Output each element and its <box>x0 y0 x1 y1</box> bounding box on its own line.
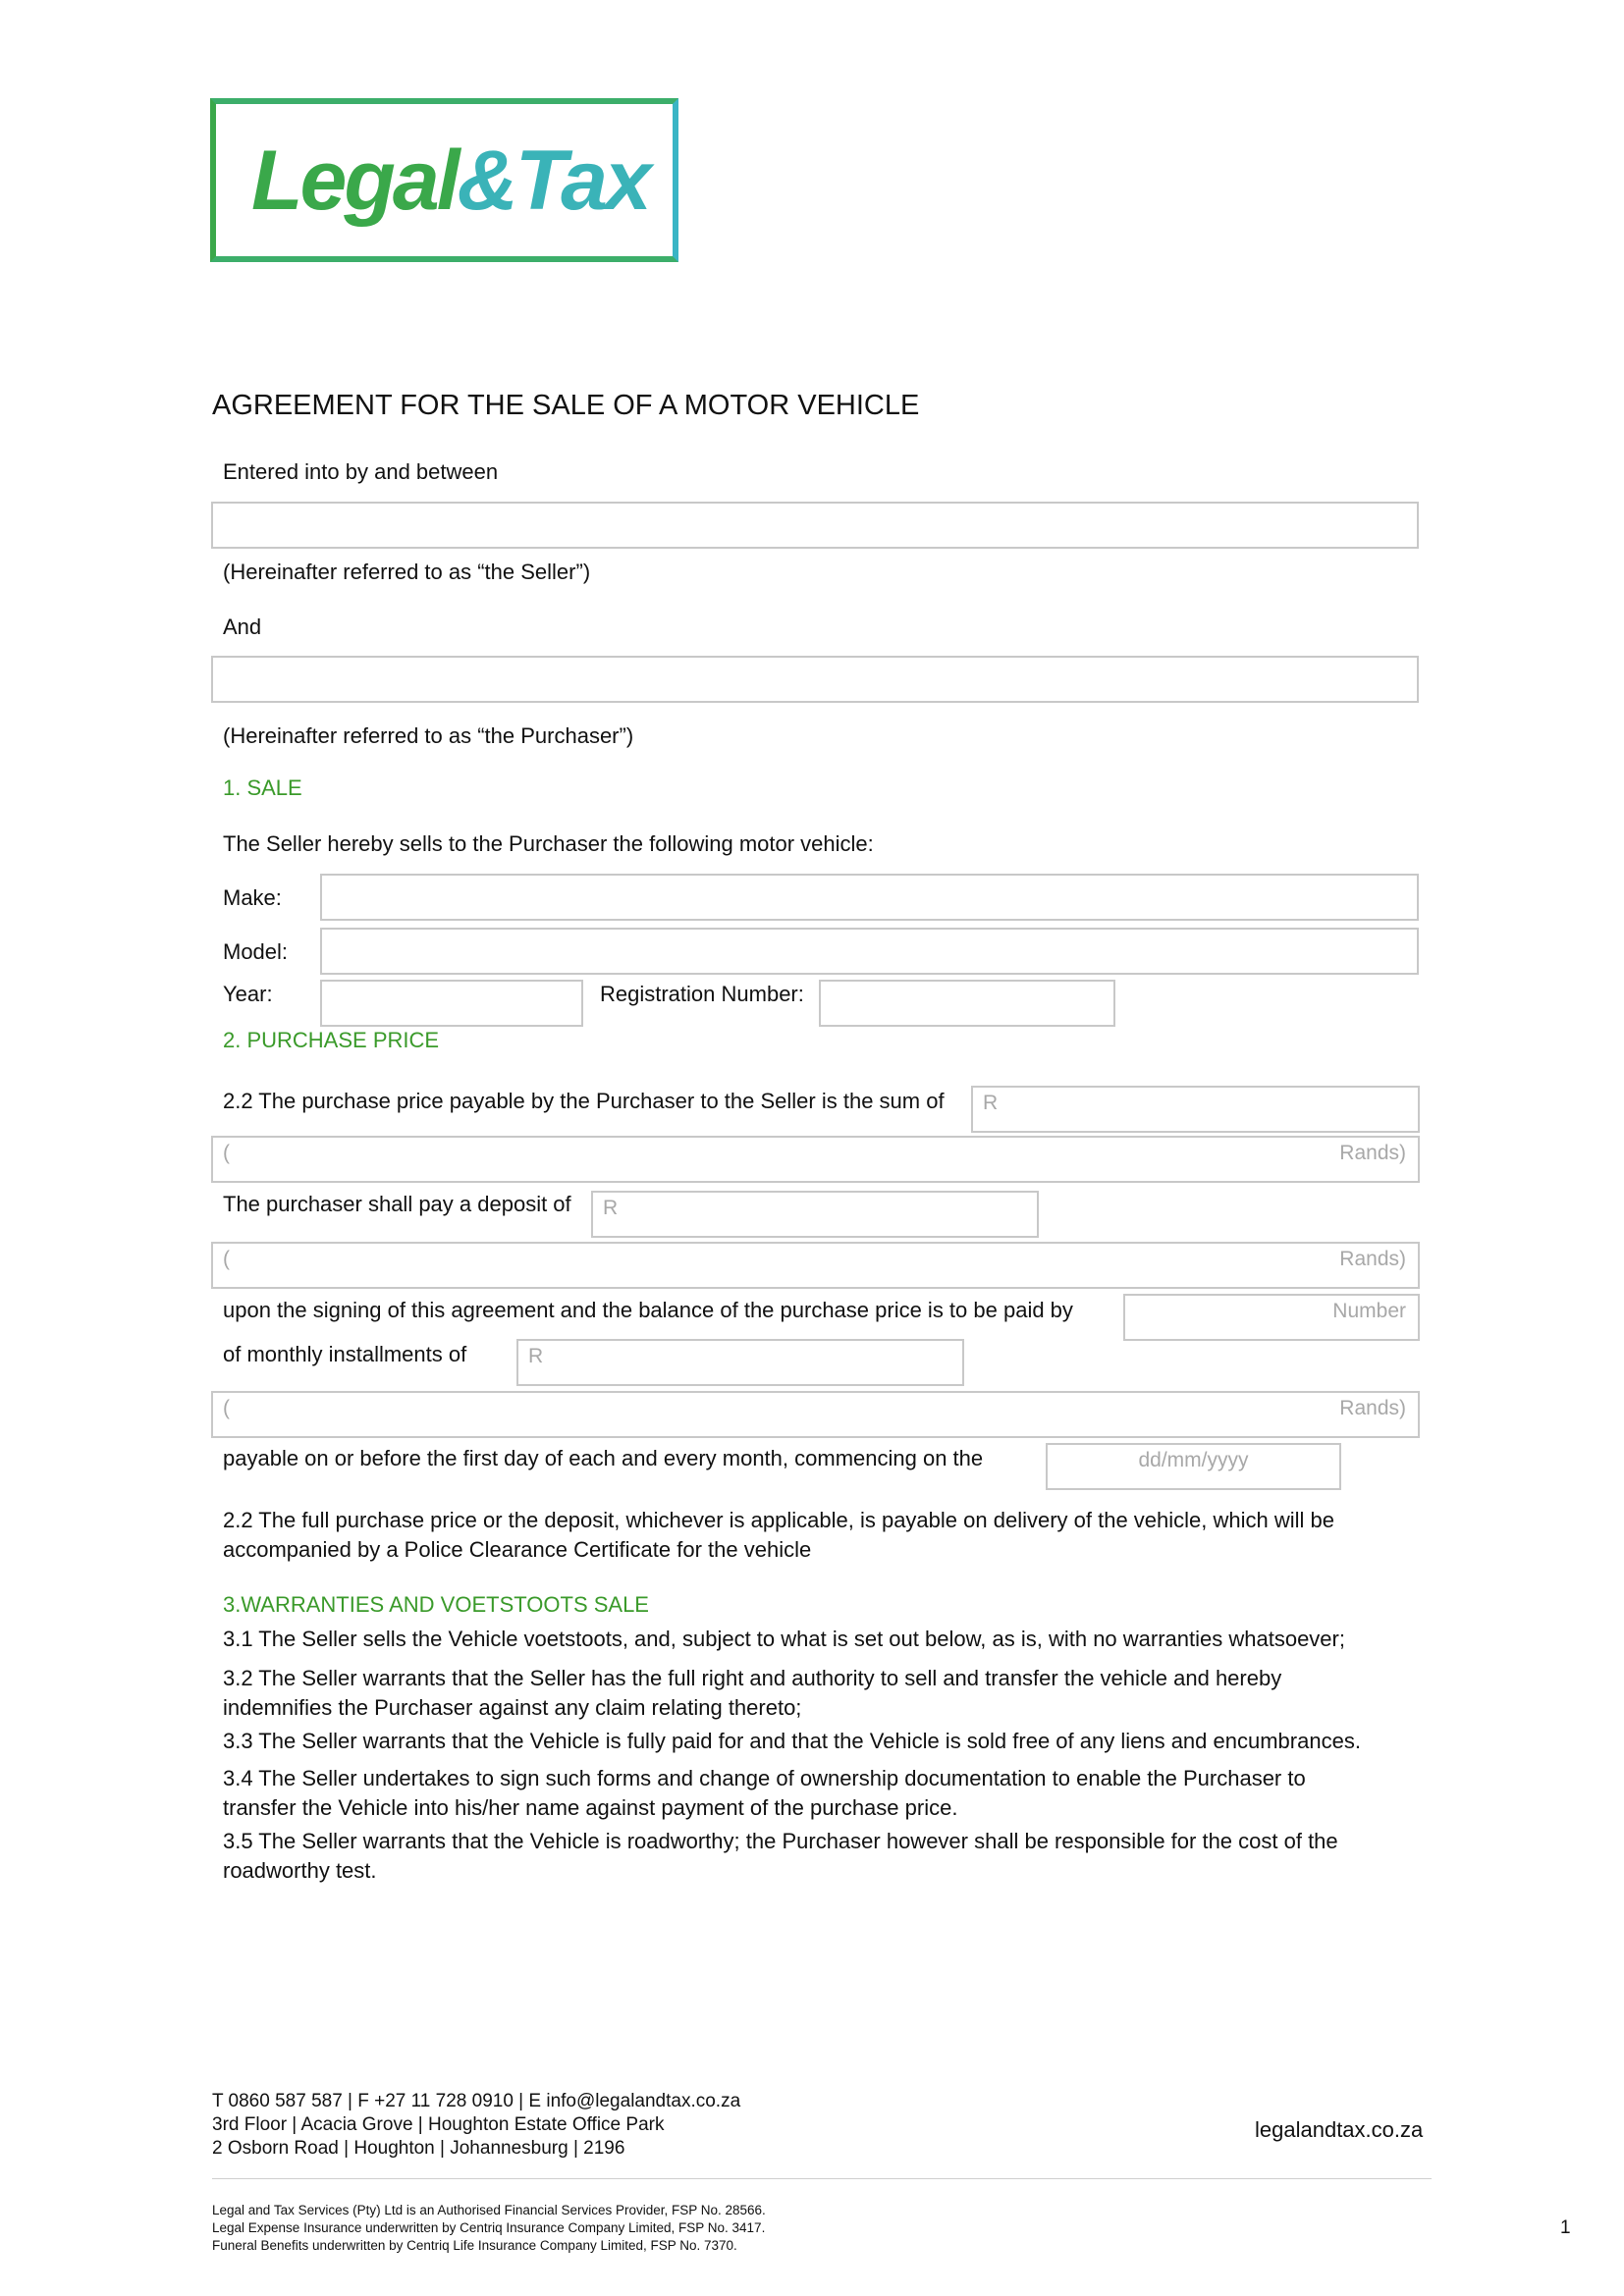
purchaser-name-field[interactable] <box>211 656 1419 703</box>
logo-ampersand: & <box>457 133 515 228</box>
make-label: Make: <box>223 885 282 910</box>
and-text: And <box>223 614 262 639</box>
logo-tax: Tax <box>514 133 649 228</box>
footer-legal-line-3: Funeral Benefits underwritten by Centriq Life Insurance Company Limited, FSP No. 7370. <box>212 2238 737 2253</box>
delivery-clause: 2.2 The full purchase price or the deposit, whichever is applicable, is payable on delivery of the vehicle, which will be accompanied by a Police Clearance Certificate for the vehicle <box>223 1508 1334 1562</box>
logo-wordmark <box>251 132 649 230</box>
section-warranties-heading: 3.WARRANTIES AND VOETSTOOTS SALE <box>223 1592 649 1617</box>
rand-placeholder: R <box>603 1197 619 1219</box>
purchaser-reference-text: (Hereinafter referred to as “the Purchaser”) <box>223 723 634 748</box>
warranty-clause-3-2: 3.2 The Seller warrants that the Seller has the full right and authority to sell and transfer the vehicle and hereby indemnifies the Purchaser against any claim relating thereto; <box>223 1666 1282 1720</box>
open-paren-placeholder: ( <box>223 1248 230 1270</box>
rands-placeholder: Rands) <box>1339 1142 1406 1164</box>
footer-divider <box>212 2178 1432 2179</box>
date-placeholder: dd/mm/yyyy <box>1138 1449 1249 1471</box>
balance-text: upon the signing of this agreement and the balance of the purchase price is to be paid by <box>223 1298 1073 1322</box>
installments-text: of monthly installments of <box>223 1342 467 1366</box>
footer-legal-line-1: Legal and Tax Services (Pty) Ltd is an Authorised Financial Services Provider, FSP No. 28566. <box>212 2203 766 2217</box>
warranty-clause-3-5: 3.5 The Seller warrants that the Vehicle is roadworthy; the Purchaser however shall be responsible for the cost of the roadworthy test. <box>223 1829 1338 1883</box>
rand-placeholder: R <box>528 1345 544 1367</box>
number-of-installments-field[interactable] <box>1123 1294 1420 1341</box>
installment-amount-field[interactable] <box>516 1339 964 1386</box>
rands-placeholder: Rands) <box>1339 1397 1406 1419</box>
deposit-text: The purchaser shall pay a deposit of <box>223 1192 571 1216</box>
warranty-clause-3-3: 3.3 The Seller warrants that the Vehicle is fully paid for and that the Vehicle is sold free of any liens and encumbrances. <box>223 1729 1361 1753</box>
company-logo <box>210 98 678 262</box>
sale-intro-text: The Seller hereby sells to the Purchaser the following motor vehicle: <box>223 831 874 856</box>
purchase-price-text: 2.2 The purchase price payable by the Purchaser to the Seller is the sum of <box>223 1089 945 1113</box>
commencement-date-field[interactable] <box>1046 1443 1341 1490</box>
logo-legal: Legal <box>251 133 458 228</box>
payable-text: payable on or before the first day of each and every month, commencing on the <box>223 1446 984 1470</box>
open-paren-placeholder: ( <box>223 1397 230 1419</box>
warranty-clause-3-1: 3.1 The Seller sells the Vehicle voetstoots, and, subject to what is set out below, as is, with no warranties whatsoever; <box>223 1627 1345 1651</box>
year-field[interactable] <box>320 980 583 1027</box>
registration-number-label: Registration Number: <box>600 982 804 1006</box>
make-field[interactable] <box>320 874 1419 921</box>
deposit-amount-field[interactable] <box>591 1191 1039 1238</box>
seller-name-field[interactable] <box>211 502 1419 549</box>
footer-address-line-2: 2 Osborn Road | Houghton | Johannesburg | 2196 <box>212 2138 625 2159</box>
seller-reference-text: (Hereinafter referred to as “the Seller”) <box>223 560 591 584</box>
footer-legal-line-2: Legal Expense Insurance underwritten by Centriq Insurance Company Limited, FSP No. 3417. <box>212 2220 766 2235</box>
warranty-clause-3-4: 3.4 The Seller undertakes to sign such forms and change of ownership documentation to enable the Purchaser to transfer the Vehicle into his/her name against payment of the purchase price. <box>223 1766 1306 1820</box>
model-label: Model: <box>223 939 289 964</box>
purchase-price-words-field[interactable] <box>211 1136 1420 1183</box>
purchase-price-amount-field[interactable] <box>971 1086 1420 1133</box>
open-paren-placeholder: ( <box>223 1142 230 1164</box>
rand-placeholder: R <box>983 1092 999 1114</box>
section-sale-heading: 1. SALE <box>223 775 302 800</box>
document-title: AGREEMENT FOR THE SALE OF A MOTOR VEHICLE <box>212 390 920 421</box>
registration-number-field[interactable] <box>819 980 1115 1027</box>
rands-placeholder: Rands) <box>1339 1248 1406 1270</box>
footer-website-link[interactable]: legalandtax.co.za <box>1255 2117 1424 2142</box>
entered-into-text: Entered into by and between <box>223 459 499 484</box>
installment-words-field[interactable] <box>211 1391 1420 1438</box>
deposit-words-field[interactable] <box>211 1242 1420 1289</box>
section-purchase-price-heading: 2. PURCHASE PRICE <box>223 1028 440 1052</box>
footer-contact: T 0860 587 587 | F +27 11 728 0910 | E info@legalandtax.co.za <box>212 2091 741 2111</box>
number-placeholder: Number <box>1332 1300 1406 1322</box>
year-label: Year: <box>223 982 273 1006</box>
model-field[interactable] <box>320 928 1419 975</box>
page-number: 1 <box>1560 2217 1571 2238</box>
footer-address-line-1: 3rd Floor | Acacia Grove | Houghton Estate Office Park <box>212 2114 665 2135</box>
